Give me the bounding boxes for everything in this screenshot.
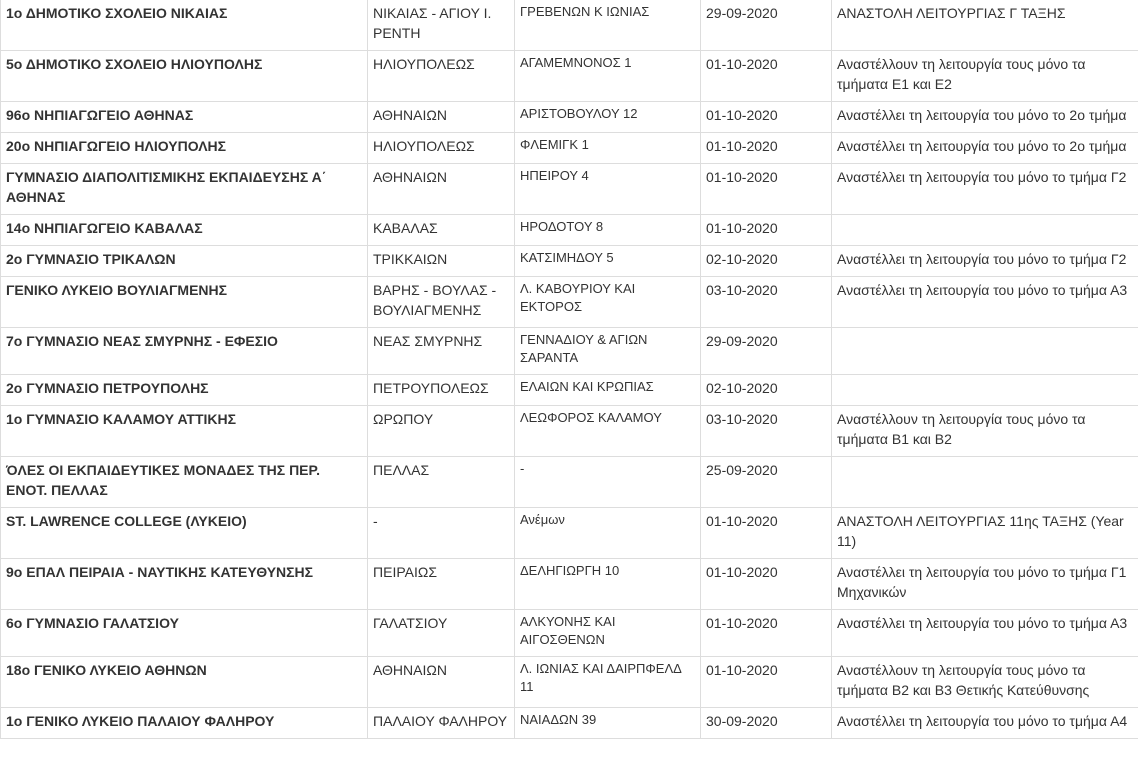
school-name-cell: 9ο ΕΠΑΛ ΠΕΙΡΑΙΑ - ΝΑΥΤΙΚΗΣ ΚΑΤΕΥΘΥΝΣΗΣ	[1, 559, 368, 610]
table-row	[1, 328, 1138, 375]
date-cell: 01-10-2020	[701, 164, 832, 215]
table-row	[1, 277, 1138, 328]
date-cell: 01-10-2020	[701, 51, 832, 102]
note-cell: ΑΝΑΣΤΟΛΗ ΛΕΙΤΟΥΡΓΙΑΣ 11ης ΤΑΞΗΣ (Year 11)	[832, 508, 1138, 559]
municipality-cell: ΚΑΒΑΛΑΣ	[368, 215, 515, 246]
school-name-cell: 1ο ΔΗΜΟΤΙΚΟ ΣΧΟΛΕΙΟ ΝΙΚΑΙΑΣ	[1, 0, 368, 51]
table-row	[1, 246, 1138, 277]
table-row	[1, 657, 1138, 708]
note-cell	[832, 215, 1138, 246]
municipality-cell: ΑΘΗΝΑΙΩΝ	[368, 102, 515, 133]
school-name-cell: ΓΕΝΙΚΟ ΛΥΚΕΙΟ ΒΟΥΛΙΑΓΜΕΝΗΣ	[1, 277, 368, 328]
date-cell: 30-09-2020	[701, 708, 832, 739]
school-name-cell: ΌΛΕΣ ΟΙ ΕΚΠΑΙΔΕΥΤΙΚΕΣ ΜΟΝΑΔΕΣ ΤΗΣ ΠΕΡ. ΕΝΟΤ. ΠΕΛΛΑΣ	[1, 457, 368, 508]
street-cell: Λ. ΚΑΒΟΥΡΙΟΥ ΚΑΙ ΕΚΤΟΡΟΣ	[515, 277, 701, 328]
school-name-cell: 2ο ΓΥΜΝΑΣΙΟ ΠΕΤΡΟΥΠΟΛΗΣ	[1, 375, 368, 406]
note-cell: Αναστέλλουν τη λειτουργία τους μόνο τα τμήματα Β2 και Β3 Θετικής Κατεύθυνσης	[832, 657, 1138, 708]
table-row	[1, 610, 1138, 657]
date-cell: 03-10-2020	[701, 406, 832, 457]
note-cell	[832, 375, 1138, 406]
street-cell: ΓΡΕΒΕΝΩΝ Κ ΙΩΝΙΑΣ	[515, 0, 701, 51]
note-cell: Αναστέλλει τη λειτουργία του μόνο το 2ο τμήμα	[832, 133, 1138, 164]
date-cell: 03-10-2020	[701, 277, 832, 328]
street-cell: ΔΕΛΗΓΙΩΡΓΗ 10	[515, 559, 701, 610]
school-name-cell: 20ο ΝΗΠΙΑΓΩΓΕΙΟ ΗΛΙΟΥΠΟΛΗΣ	[1, 133, 368, 164]
municipality-cell: ΤΡΙΚΚΑΙΩΝ	[368, 246, 515, 277]
note-cell: Αναστέλλει τη λειτουργία του μόνο το 2ο τμήμα	[832, 102, 1138, 133]
date-cell: 02-10-2020	[701, 375, 832, 406]
table-row	[1, 102, 1138, 133]
school-name-cell: 5ο ΔΗΜΟΤΙΚΟ ΣΧΟΛΕΙΟ ΗΛΙΟΥΠΟΛΗΣ	[1, 51, 368, 102]
municipality-cell: ΓΑΛΑΤΣΙΟΥ	[368, 610, 515, 657]
date-cell: 01-10-2020	[701, 133, 832, 164]
school-name-cell: 14ο ΝΗΠΙΑΓΩΓΕΙΟ ΚΑΒΑΛΑΣ	[1, 215, 368, 246]
table-row	[1, 375, 1138, 406]
municipality-cell: ΗΛΙΟΥΠΟΛΕΩΣ	[368, 133, 515, 164]
street-cell: ΗΡΟΔΟΤΟΥ 8	[515, 215, 701, 246]
table-row	[1, 457, 1138, 508]
street-cell: -	[515, 457, 701, 508]
school-name-cell: 1ο ΓΕΝΙΚΟ ΛΥΚΕΙΟ ΠΑΛΑΙΟΥ ΦΑΛΗΡΟΥ	[1, 708, 368, 739]
municipality-cell: ΑΘΗΝΑΙΩΝ	[368, 164, 515, 215]
street-cell: ΗΠΕΙΡΟΥ 4	[515, 164, 701, 215]
date-cell: 01-10-2020	[701, 559, 832, 610]
school-name-cell: 1ο ΓΥΜΝΑΣΙΟ ΚΑΛΑΜΟΥ ΑΤΤΙΚΗΣ	[1, 406, 368, 457]
date-cell: 01-10-2020	[701, 657, 832, 708]
note-cell: Αναστέλλει τη λειτουργία του μόνο το τμήμα Γ2	[832, 246, 1138, 277]
table-row	[1, 559, 1138, 610]
date-cell: 01-10-2020	[701, 508, 832, 559]
street-cell: ΝΑΙΑΔΩΝ 39	[515, 708, 701, 739]
street-cell: ΑΓΑΜΕΜΝΟΝΟΣ 1	[515, 51, 701, 102]
school-name-cell: 96ο ΝΗΠΙΑΓΩΓΕΙΟ ΑΘΗΝΑΣ	[1, 102, 368, 133]
school-name-cell: 6ο ΓΥΜΝΑΣΙΟ ΓΑΛΑΤΣΙΟΥ	[1, 610, 368, 657]
street-cell: ΛΕΩΦΟΡΟΣ ΚΑΛΑΜΟΥ	[515, 406, 701, 457]
note-cell: Αναστέλλουν τη λειτουργία τους μόνο τα τμήματα Β1 και Β2	[832, 406, 1138, 457]
school-name-cell: 2ο ΓΥΜΝΑΣΙΟ ΤΡΙΚΑΛΩΝ	[1, 246, 368, 277]
note-cell: Αναστέλλει τη λειτουργία του μόνο το τμήμα Γ1 Μηχανικών	[832, 559, 1138, 610]
street-cell: Λ. ΙΩΝΙΑΣ ΚΑΙ ΔΑΙΡΠΦΕΛΔ 11	[515, 657, 701, 708]
note-cell: Αναστέλλει τη λειτουργία του μόνο το τμήμα Α3	[832, 610, 1138, 657]
schools-table-body	[1, 0, 1138, 739]
street-cell: ΑΛΚΥΟΝΗΣ ΚΑΙ ΑΙΓΟΣΘΕΝΩΝ	[515, 610, 701, 657]
municipality-cell: ΒΑΡΗΣ - ΒΟΥΛΑΣ - ΒΟΥΛΙΑΓΜΕΝΗΣ	[368, 277, 515, 328]
municipality-cell: ΠΕΤΡΟΥΠΟΛΕΩΣ	[368, 375, 515, 406]
table-row	[1, 51, 1138, 102]
note-cell: Αναστέλλουν τη λειτουργία τους μόνο τα τμήματα Ε1 και Ε2	[832, 51, 1138, 102]
note-cell: Αναστέλλει τη λειτουργία του μόνο το τμήμα Γ2	[832, 164, 1138, 215]
date-cell: 25-09-2020	[701, 457, 832, 508]
school-name-cell: ΓΥΜΝΑΣΙΟ ΔΙΑΠΟΛΙΤΙΣΜΙΚΗΣ ΕΚΠΑΙΔΕΥΣΗΣ Α΄ ΑΘΗΝΑΣ	[1, 164, 368, 215]
school-name-cell: 18ο ΓΕΝΙΚΟ ΛΥΚΕΙΟ ΑΘΗΝΩΝ	[1, 657, 368, 708]
note-cell	[832, 457, 1138, 508]
municipality-cell: -	[368, 508, 515, 559]
municipality-cell: ΠΑΛΑΙΟΥ ΦΑΛΗΡΟΥ	[368, 708, 515, 739]
date-cell: 01-10-2020	[701, 215, 832, 246]
street-cell: ΑΡΙΣΤΟΒΟΥΛΟΥ 12	[515, 102, 701, 133]
date-cell: 01-10-2020	[701, 102, 832, 133]
table-row	[1, 0, 1138, 51]
note-cell: Αναστέλλει τη λειτουργία του μόνο το τμήμα Α4	[832, 708, 1138, 739]
date-cell: 29-09-2020	[701, 0, 832, 51]
table-row	[1, 164, 1138, 215]
street-cell: ΓΕΝΝΑΔΙΟΥ & ΑΓΙΩΝ ΣΑΡΑΝΤΑ	[515, 328, 701, 375]
note-cell: Αναστέλλει τη λειτουργία του μόνο το τμήμα Α3	[832, 277, 1138, 328]
municipality-cell: ΝΙΚΑΙΑΣ - ΑΓΙΟΥ Ι. ΡΕΝΤΗ	[368, 0, 515, 51]
municipality-cell: ΠΕΛΛΑΣ	[368, 457, 515, 508]
municipality-cell: ΩΡΩΠΟΥ	[368, 406, 515, 457]
date-cell: 02-10-2020	[701, 246, 832, 277]
municipality-cell: ΠΕΙΡΑΙΩΣ	[368, 559, 515, 610]
school-name-cell: ST. LAWRENCE COLLEGE (ΛΥΚΕΙΟ)	[1, 508, 368, 559]
table-row	[1, 406, 1138, 457]
street-cell: ΚΑΤΣΙΜΗΔΟΥ 5	[515, 246, 701, 277]
date-cell: 01-10-2020	[701, 610, 832, 657]
street-cell: ΦΛΕΜΙΓΚ 1	[515, 133, 701, 164]
municipality-cell: ΗΛΙΟΥΠΟΛΕΩΣ	[368, 51, 515, 102]
school-name-cell: 7ο ΓΥΜΝΑΣΙΟ ΝΕΑΣ ΣΜΥΡΝΗΣ - ΕΦΕΣΙΟ	[1, 328, 368, 375]
table-row	[1, 508, 1138, 559]
note-cell: ΑΝΑΣΤΟΛΗ ΛΕΙΤΟΥΡΓΙΑΣ Γ ΤΑΞΗΣ	[832, 0, 1138, 51]
date-cell: 29-09-2020	[701, 328, 832, 375]
municipality-cell: ΑΘΗΝΑΙΩΝ	[368, 657, 515, 708]
municipality-cell: ΝΕΑΣ ΣΜΥΡΝΗΣ	[368, 328, 515, 375]
table-row	[1, 215, 1138, 246]
street-cell: Ανέμων	[515, 508, 701, 559]
table-row	[1, 708, 1138, 739]
street-cell: ΕΛΑΙΩΝ ΚΑΙ ΚΡΩΠΙΑΣ	[515, 375, 701, 406]
note-cell	[832, 328, 1138, 375]
table-row	[1, 133, 1138, 164]
